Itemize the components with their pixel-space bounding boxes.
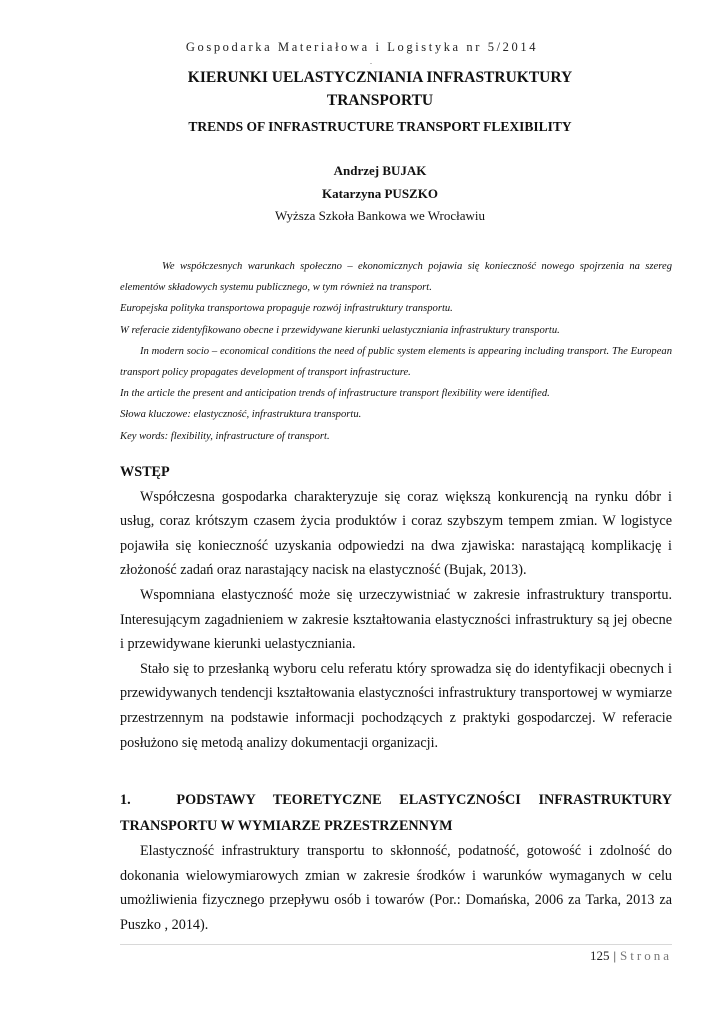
title-line-2: TRANSPORTU xyxy=(326,92,434,109)
title-line-1: KIERUNKI UELASTYCZNIANIA INFRASTRUKTURY xyxy=(187,69,573,86)
abstract-line: In modern socio – economical conditions the need of public system elements is appearing including transport. The European transport policy propagates development of transport infrastructure. xyxy=(120,345,672,379)
intro-heading: WSTĘP xyxy=(120,464,170,480)
section-1-body xyxy=(120,839,672,937)
page-footer xyxy=(590,948,672,964)
section-1-heading xyxy=(120,788,672,813)
author-1: Andrzej BUJAK xyxy=(333,163,427,178)
footer-separator: | xyxy=(613,948,617,963)
section-1-title-line-2: TRANSPORTU W WYMIARZE PRZESTRZENNYM xyxy=(120,818,453,834)
keywords-pl: Słowa kluczowe: elastyczność, infrastruktura transportu. xyxy=(120,409,362,421)
introduction-section xyxy=(120,460,672,755)
intro-paragraph: Stało się to przesłanką wyboru celu referatu który sprowadza się do identyfikacji obecnych i przewidywanych tendencji kształtowania elastyczności infrastruktury transportowej w wymiarze przestrzennym na podstawie informacji pochodzących z praktyki gospodarczej. W referacie posłużono się metodą analizy dokumentacji organizacji. xyxy=(120,660,672,751)
abstract-line: In the article the present and anticipation trends of infrastructure transport flexibility were identified. xyxy=(120,388,550,400)
intro-paragraph: Wspomniana elastyczność może się urzeczywistniać w zakresie infrastruktury transportu. Interesującym zagadnieniem w zakresie kształtowania elastyczności infrastruktury są jej obecne i przewidywane kierunki uelastyczniania. xyxy=(120,586,672,653)
author-2: Katarzyna PUSZKO xyxy=(322,186,438,201)
section-1-number: 1. xyxy=(120,792,131,808)
section-1-paragraph: Elastyczność infrastruktury transportu to skłonność, podatność, gotowość i zdolność do dokonania wielowymiarowych zmian w zakresie środków i warunków wymaganych w celu umożliwienia fizycznego przepływu osób i towarów (Por.: Domańska, 2006 za Tarka, 2013 za Puszko , 2014). xyxy=(120,843,672,933)
header-dot: . xyxy=(370,57,372,66)
paper-title xyxy=(120,66,640,112)
affiliation: Wyższa Szkoła Bankowa we Wrocławiu xyxy=(275,208,485,223)
page-label: Strona xyxy=(620,948,672,963)
intro-paragraph: Współczesna gospodarka charakteryzuje się coraz większą konkurencją na rynku dóbr i usług, coraz krótszym czasem życia produktów i coraz szybszym tempem zmian. W logistyce pojawiła się konieczność uzyskania odpowiedzi na dwa zjawiska: narastającą komplikację i złożoność zadań oraz narastający nacisk na elastyczność (Bujak, 2013). xyxy=(120,488,672,579)
abstract-line: We współczesnych warunkach społeczno – ekonomicznych pojawia się konieczność nowego spojrzenia na szereg elementów składowych systemu publicznego, w tym również na transport. xyxy=(120,261,672,294)
keywords-en: Key words: flexibility, infrastructure of transport. xyxy=(120,430,330,442)
abstract-line: W referacie zidentyfikowano obecne i przewidywane kierunki uelastyczniania infrastruktury transportu. xyxy=(120,324,560,336)
section-1-title: PODSTAWY TEORETYCZNE ELASTYCZNOŚCI INFRASTRUKTURY xyxy=(176,792,672,808)
paper-subtitle: TRENDS OF INFRASTRUCTURE TRANSPORT FLEXIBILITY xyxy=(188,119,572,134)
abstract-line: Europejska polityka transportowa propaguje rozwój infrastruktury transportu. xyxy=(120,303,453,315)
abstract xyxy=(120,256,672,447)
page-number: 125 xyxy=(589,948,610,963)
footer-divider xyxy=(120,944,672,945)
journal-header: Gospodarka Materiałowa i Logistyka nr 5/2014 xyxy=(185,40,539,54)
